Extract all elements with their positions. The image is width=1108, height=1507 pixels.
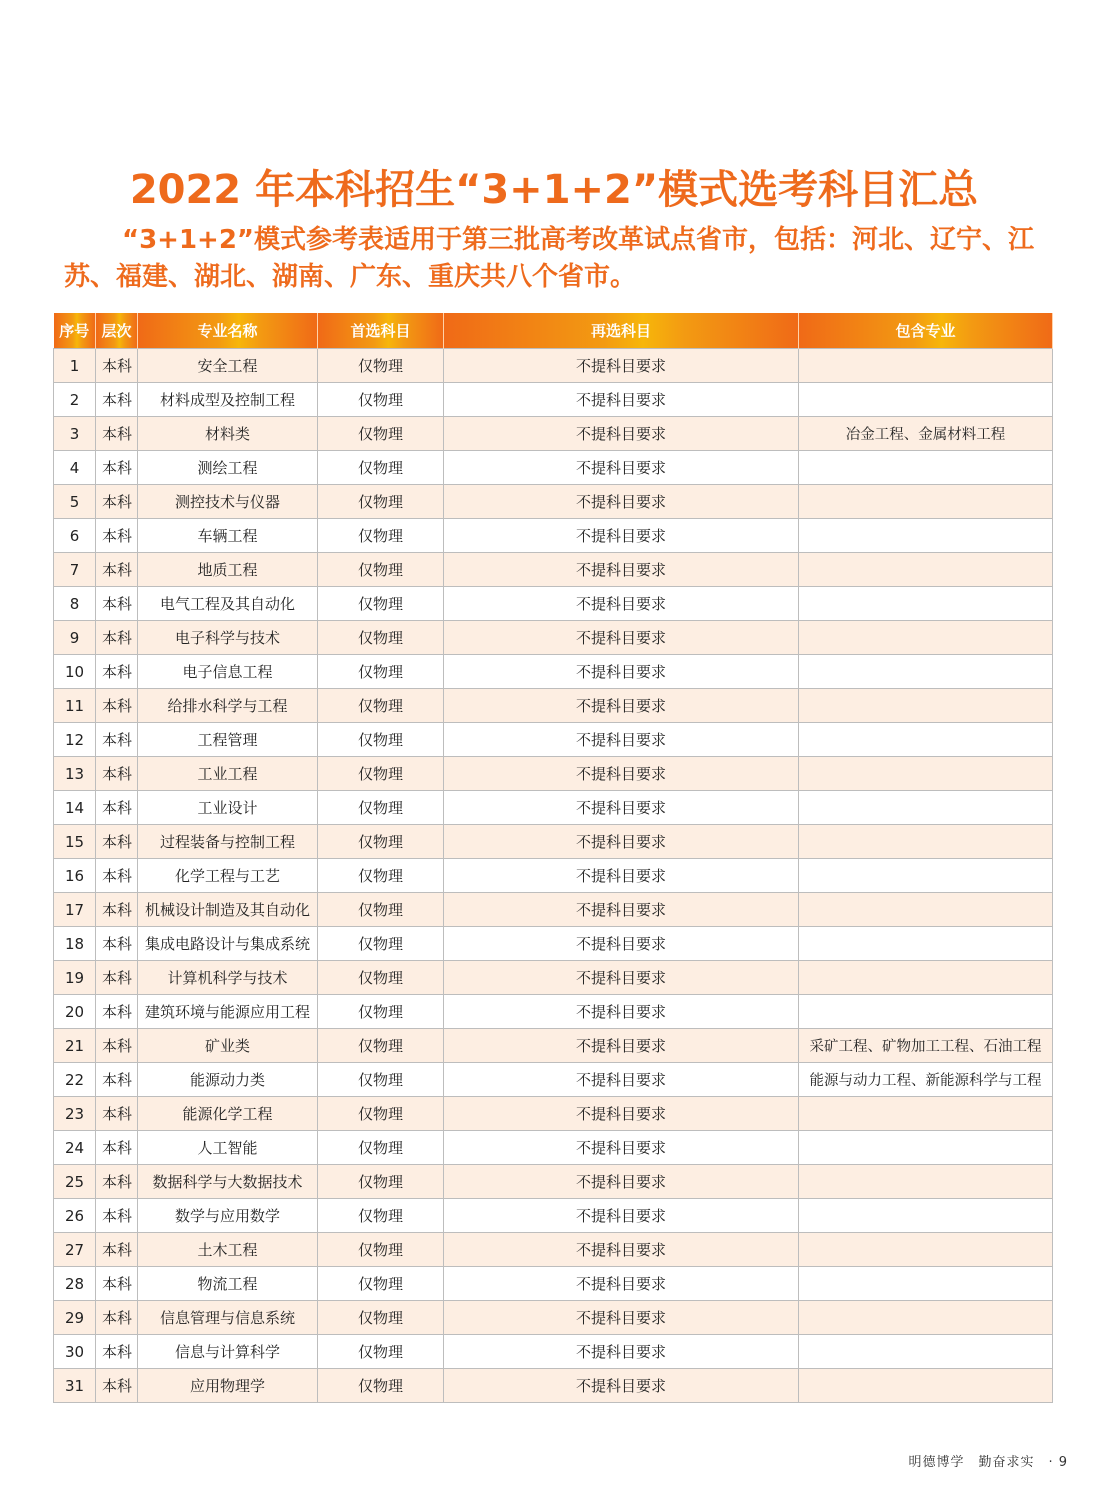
cell-major-name: 信息管理与信息系统 bbox=[138, 1301, 318, 1335]
cell-primary-subject: 仅物理 bbox=[318, 1097, 444, 1131]
cell-level: 本科 bbox=[96, 417, 138, 451]
table-row bbox=[54, 519, 1053, 553]
cell-major-name: 土木工程 bbox=[138, 1233, 318, 1267]
cell-level: 本科 bbox=[96, 689, 138, 723]
table-row bbox=[54, 1335, 1053, 1369]
table-row bbox=[54, 1131, 1053, 1165]
cell-major-name: 电气工程及其自动化 bbox=[138, 587, 318, 621]
table-row bbox=[54, 1199, 1053, 1233]
cell-index: 22 bbox=[54, 1063, 96, 1097]
table-row bbox=[54, 1029, 1053, 1063]
cell-index: 19 bbox=[54, 961, 96, 995]
cell-secondary-subject: 不提科目要求 bbox=[444, 1301, 799, 1335]
cell-index: 15 bbox=[54, 825, 96, 859]
cell-included-majors bbox=[799, 927, 1053, 961]
table-row bbox=[54, 1233, 1053, 1267]
cell-included-majors bbox=[799, 1335, 1053, 1369]
cell-major-name: 测控技术与仪器 bbox=[138, 485, 318, 519]
cell-included-majors bbox=[799, 1131, 1053, 1165]
cell-major-name: 信息与计算科学 bbox=[138, 1335, 318, 1369]
table-row bbox=[54, 791, 1053, 825]
cell-index: 26 bbox=[54, 1199, 96, 1233]
table-row bbox=[54, 1097, 1053, 1131]
cell-primary-subject: 仅物理 bbox=[318, 723, 444, 757]
cell-level: 本科 bbox=[96, 1131, 138, 1165]
cell-index: 12 bbox=[54, 723, 96, 757]
cell-primary-subject: 仅物理 bbox=[318, 621, 444, 655]
cell-major-name: 数据科学与大数据技术 bbox=[138, 1165, 318, 1199]
table-row bbox=[54, 1301, 1053, 1335]
cell-major-name: 矿业类 bbox=[138, 1029, 318, 1063]
cell-level: 本科 bbox=[96, 1097, 138, 1131]
cell-level: 本科 bbox=[96, 927, 138, 961]
cell-secondary-subject: 不提科目要求 bbox=[444, 451, 799, 485]
cell-secondary-subject: 不提科目要求 bbox=[444, 519, 799, 553]
cell-major-name: 能源化学工程 bbox=[138, 1097, 318, 1131]
cell-secondary-subject: 不提科目要求 bbox=[444, 723, 799, 757]
cell-level: 本科 bbox=[96, 1301, 138, 1335]
cell-primary-subject: 仅物理 bbox=[318, 1233, 444, 1267]
intro-paragraph: “3+1+2”模式参考表适用于第三批高考改革试点省市，包括：河北、辽宁、江苏、福建、湖北、湖南、广东、重庆共八个省市。 bbox=[64, 225, 1035, 292]
cell-major-name: 电子科学与技术 bbox=[138, 621, 318, 655]
cell-included-majors bbox=[799, 655, 1053, 689]
cell-level: 本科 bbox=[96, 451, 138, 485]
cell-secondary-subject: 不提科目要求 bbox=[444, 995, 799, 1029]
table-header-row bbox=[54, 313, 1053, 349]
cell-level: 本科 bbox=[96, 1335, 138, 1369]
cell-index: 16 bbox=[54, 859, 96, 893]
cell-major-name: 能源动力类 bbox=[138, 1063, 318, 1097]
cell-index: 13 bbox=[54, 757, 96, 791]
table-row bbox=[54, 723, 1053, 757]
cell-included-majors bbox=[799, 825, 1053, 859]
cell-primary-subject: 仅物理 bbox=[318, 757, 444, 791]
header-included-majors: 包含专业 bbox=[799, 313, 1053, 349]
cell-secondary-subject: 不提科目要求 bbox=[444, 553, 799, 587]
cell-primary-subject: 仅物理 bbox=[318, 587, 444, 621]
cell-primary-subject: 仅物理 bbox=[318, 791, 444, 825]
cell-index: 29 bbox=[54, 1301, 96, 1335]
cell-major-name: 物流工程 bbox=[138, 1267, 318, 1301]
cell-secondary-subject: 不提科目要求 bbox=[444, 1131, 799, 1165]
cell-index: 6 bbox=[54, 519, 96, 553]
cell-major-name: 电子信息工程 bbox=[138, 655, 318, 689]
cell-level: 本科 bbox=[96, 825, 138, 859]
cell-secondary-subject: 不提科目要求 bbox=[444, 485, 799, 519]
cell-index: 7 bbox=[54, 553, 96, 587]
cell-included-majors bbox=[799, 349, 1053, 383]
cell-index: 9 bbox=[54, 621, 96, 655]
cell-major-name: 车辆工程 bbox=[138, 519, 318, 553]
cell-level: 本科 bbox=[96, 1233, 138, 1267]
header-index: 序号 bbox=[54, 313, 96, 349]
cell-secondary-subject: 不提科目要求 bbox=[444, 791, 799, 825]
cell-primary-subject: 仅物理 bbox=[318, 1335, 444, 1369]
cell-primary-subject: 仅物理 bbox=[318, 655, 444, 689]
cell-major-name: 应用物理学 bbox=[138, 1369, 318, 1403]
header-secondary-subject: 再选科目 bbox=[444, 313, 799, 349]
table-body bbox=[54, 349, 1053, 1403]
table-row bbox=[54, 689, 1053, 723]
cell-primary-subject: 仅物理 bbox=[318, 1199, 444, 1233]
table-row bbox=[54, 1063, 1053, 1097]
cell-included-majors bbox=[799, 1097, 1053, 1131]
cell-primary-subject: 仅物理 bbox=[318, 1063, 444, 1097]
cell-major-name: 工业工程 bbox=[138, 757, 318, 791]
cell-primary-subject: 仅物理 bbox=[318, 995, 444, 1029]
table-row bbox=[54, 383, 1053, 417]
page-footer: 明德博学 勤奋求实 · 9 bbox=[908, 1455, 1068, 1470]
cell-major-name: 机械设计制造及其自动化 bbox=[138, 893, 318, 927]
table-row bbox=[54, 655, 1053, 689]
table-row bbox=[54, 859, 1053, 893]
cell-level: 本科 bbox=[96, 655, 138, 689]
cell-included-majors bbox=[799, 383, 1053, 417]
table-row bbox=[54, 1267, 1053, 1301]
cell-major-name: 人工智能 bbox=[138, 1131, 318, 1165]
cell-level: 本科 bbox=[96, 1199, 138, 1233]
cell-index: 18 bbox=[54, 927, 96, 961]
cell-index: 4 bbox=[54, 451, 96, 485]
cell-index: 2 bbox=[54, 383, 96, 417]
cell-included-majors bbox=[799, 757, 1053, 791]
cell-secondary-subject: 不提科目要求 bbox=[444, 859, 799, 893]
cell-index: 31 bbox=[54, 1369, 96, 1403]
cell-secondary-subject: 不提科目要求 bbox=[444, 1233, 799, 1267]
cell-level: 本科 bbox=[96, 1165, 138, 1199]
cell-major-name: 地质工程 bbox=[138, 553, 318, 587]
cell-primary-subject: 仅物理 bbox=[318, 859, 444, 893]
cell-level: 本科 bbox=[96, 723, 138, 757]
cell-level: 本科 bbox=[96, 485, 138, 519]
cell-included-majors bbox=[799, 893, 1053, 927]
cell-index: 27 bbox=[54, 1233, 96, 1267]
cell-secondary-subject: 不提科目要求 bbox=[444, 621, 799, 655]
cell-secondary-subject: 不提科目要求 bbox=[444, 383, 799, 417]
table-row bbox=[54, 349, 1053, 383]
cell-included-majors bbox=[799, 1369, 1053, 1403]
cell-included-majors: 采矿工程、矿物加工工程、石油工程 bbox=[799, 1029, 1053, 1063]
cell-index: 5 bbox=[54, 485, 96, 519]
cell-primary-subject: 仅物理 bbox=[318, 1029, 444, 1063]
table-row bbox=[54, 485, 1053, 519]
cell-secondary-subject: 不提科目要求 bbox=[444, 655, 799, 689]
table-row bbox=[54, 961, 1053, 995]
cell-primary-subject: 仅物理 bbox=[318, 893, 444, 927]
cell-level: 本科 bbox=[96, 791, 138, 825]
cell-included-majors bbox=[799, 1267, 1053, 1301]
cell-level: 本科 bbox=[96, 349, 138, 383]
cell-primary-subject: 仅物理 bbox=[318, 1267, 444, 1301]
cell-index: 24 bbox=[54, 1131, 96, 1165]
table-row bbox=[54, 621, 1053, 655]
cell-level: 本科 bbox=[96, 757, 138, 791]
cell-included-majors: 能源与动力工程、新能源科学与工程 bbox=[799, 1063, 1053, 1097]
cell-secondary-subject: 不提科目要求 bbox=[444, 1267, 799, 1301]
cell-included-majors bbox=[799, 587, 1053, 621]
cell-secondary-subject: 不提科目要求 bbox=[444, 1165, 799, 1199]
cell-included-majors bbox=[799, 1301, 1053, 1335]
cell-included-majors bbox=[799, 519, 1053, 553]
cell-included-majors bbox=[799, 1199, 1053, 1233]
cell-included-majors bbox=[799, 859, 1053, 893]
cell-secondary-subject: 不提科目要求 bbox=[444, 1199, 799, 1233]
cell-primary-subject: 仅物理 bbox=[318, 1301, 444, 1335]
cell-major-name: 工业设计 bbox=[138, 791, 318, 825]
cell-major-name: 测绘工程 bbox=[138, 451, 318, 485]
cell-index: 30 bbox=[54, 1335, 96, 1369]
cell-secondary-subject: 不提科目要求 bbox=[444, 1029, 799, 1063]
cell-level: 本科 bbox=[96, 621, 138, 655]
cell-index: 23 bbox=[54, 1097, 96, 1131]
cell-index: 3 bbox=[54, 417, 96, 451]
cell-index: 8 bbox=[54, 587, 96, 621]
table-row bbox=[54, 451, 1053, 485]
cell-major-name: 化学工程与工艺 bbox=[138, 859, 318, 893]
cell-secondary-subject: 不提科目要求 bbox=[444, 1063, 799, 1097]
table-row bbox=[54, 893, 1053, 927]
cell-primary-subject: 仅物理 bbox=[318, 553, 444, 587]
cell-index: 17 bbox=[54, 893, 96, 927]
cell-index: 1 bbox=[54, 349, 96, 383]
cell-secondary-subject: 不提科目要求 bbox=[444, 1335, 799, 1369]
cell-index: 21 bbox=[54, 1029, 96, 1063]
cell-primary-subject: 仅物理 bbox=[318, 417, 444, 451]
cell-primary-subject: 仅物理 bbox=[318, 1165, 444, 1199]
cell-secondary-subject: 不提科目要求 bbox=[444, 961, 799, 995]
table-row bbox=[54, 757, 1053, 791]
cell-primary-subject: 仅物理 bbox=[318, 1131, 444, 1165]
table-row bbox=[54, 995, 1053, 1029]
cell-major-name: 材料类 bbox=[138, 417, 318, 451]
subject-requirements-table bbox=[53, 313, 1053, 1403]
cell-included-majors: 冶金工程、金属材料工程 bbox=[799, 417, 1053, 451]
cell-major-name: 过程装备与控制工程 bbox=[138, 825, 318, 859]
cell-primary-subject: 仅物理 bbox=[318, 825, 444, 859]
cell-index: 28 bbox=[54, 1267, 96, 1301]
cell-included-majors bbox=[799, 553, 1053, 587]
cell-secondary-subject: 不提科目要求 bbox=[444, 893, 799, 927]
cell-level: 本科 bbox=[96, 383, 138, 417]
cell-primary-subject: 仅物理 bbox=[318, 927, 444, 961]
cell-major-name: 给排水科学与工程 bbox=[138, 689, 318, 723]
table-row bbox=[54, 1369, 1053, 1403]
cell-major-name: 工程管理 bbox=[138, 723, 318, 757]
cell-primary-subject: 仅物理 bbox=[318, 349, 444, 383]
table-row bbox=[54, 1165, 1053, 1199]
cell-primary-subject: 仅物理 bbox=[318, 451, 444, 485]
cell-secondary-subject: 不提科目要求 bbox=[444, 1369, 799, 1403]
cell-secondary-subject: 不提科目要求 bbox=[444, 757, 799, 791]
cell-level: 本科 bbox=[96, 995, 138, 1029]
cell-included-majors bbox=[799, 621, 1053, 655]
cell-primary-subject: 仅物理 bbox=[318, 961, 444, 995]
table-row bbox=[54, 553, 1053, 587]
cell-index: 25 bbox=[54, 1165, 96, 1199]
cell-major-name: 计算机科学与技术 bbox=[138, 961, 318, 995]
cell-index: 20 bbox=[54, 995, 96, 1029]
cell-level: 本科 bbox=[96, 893, 138, 927]
table-row bbox=[54, 417, 1053, 451]
cell-major-name: 数学与应用数学 bbox=[138, 1199, 318, 1233]
cell-included-majors bbox=[799, 1165, 1053, 1199]
cell-secondary-subject: 不提科目要求 bbox=[444, 825, 799, 859]
cell-included-majors bbox=[799, 723, 1053, 757]
cell-major-name: 材料成型及控制工程 bbox=[138, 383, 318, 417]
cell-primary-subject: 仅物理 bbox=[318, 689, 444, 723]
cell-level: 本科 bbox=[96, 1369, 138, 1403]
cell-secondary-subject: 不提科目要求 bbox=[444, 587, 799, 621]
cell-included-majors bbox=[799, 451, 1053, 485]
cell-level: 本科 bbox=[96, 961, 138, 995]
cell-level: 本科 bbox=[96, 1029, 138, 1063]
cell-major-name: 安全工程 bbox=[138, 349, 318, 383]
cell-secondary-subject: 不提科目要求 bbox=[444, 927, 799, 961]
cell-included-majors bbox=[799, 791, 1053, 825]
header-level: 层次 bbox=[96, 313, 138, 349]
table-row bbox=[54, 825, 1053, 859]
cell-level: 本科 bbox=[96, 1267, 138, 1301]
cell-index: 11 bbox=[54, 689, 96, 723]
cell-level: 本科 bbox=[96, 587, 138, 621]
header-major-name: 专业名称 bbox=[138, 313, 318, 349]
cell-index: 14 bbox=[54, 791, 96, 825]
page-title: 2022 年本科招生“3+1+2”模式选考科目汇总 bbox=[129, 167, 979, 213]
cell-included-majors bbox=[799, 1233, 1053, 1267]
cell-level: 本科 bbox=[96, 553, 138, 587]
table-row bbox=[54, 927, 1053, 961]
cell-included-majors bbox=[799, 689, 1053, 723]
cell-primary-subject: 仅物理 bbox=[318, 519, 444, 553]
cell-major-name: 建筑环境与能源应用工程 bbox=[138, 995, 318, 1029]
cell-major-name: 集成电路设计与集成系统 bbox=[138, 927, 318, 961]
cell-included-majors bbox=[799, 995, 1053, 1029]
header-primary-subject: 首选科目 bbox=[318, 313, 444, 349]
cell-primary-subject: 仅物理 bbox=[318, 1369, 444, 1403]
cell-secondary-subject: 不提科目要求 bbox=[444, 417, 799, 451]
table-row bbox=[54, 587, 1053, 621]
cell-index: 10 bbox=[54, 655, 96, 689]
cell-level: 本科 bbox=[96, 519, 138, 553]
cell-secondary-subject: 不提科目要求 bbox=[444, 689, 799, 723]
cell-included-majors bbox=[799, 961, 1053, 995]
cell-included-majors bbox=[799, 485, 1053, 519]
cell-primary-subject: 仅物理 bbox=[318, 383, 444, 417]
cell-primary-subject: 仅物理 bbox=[318, 485, 444, 519]
cell-level: 本科 bbox=[96, 1063, 138, 1097]
cell-secondary-subject: 不提科目要求 bbox=[444, 349, 799, 383]
cell-level: 本科 bbox=[96, 859, 138, 893]
cell-secondary-subject: 不提科目要求 bbox=[444, 1097, 799, 1131]
